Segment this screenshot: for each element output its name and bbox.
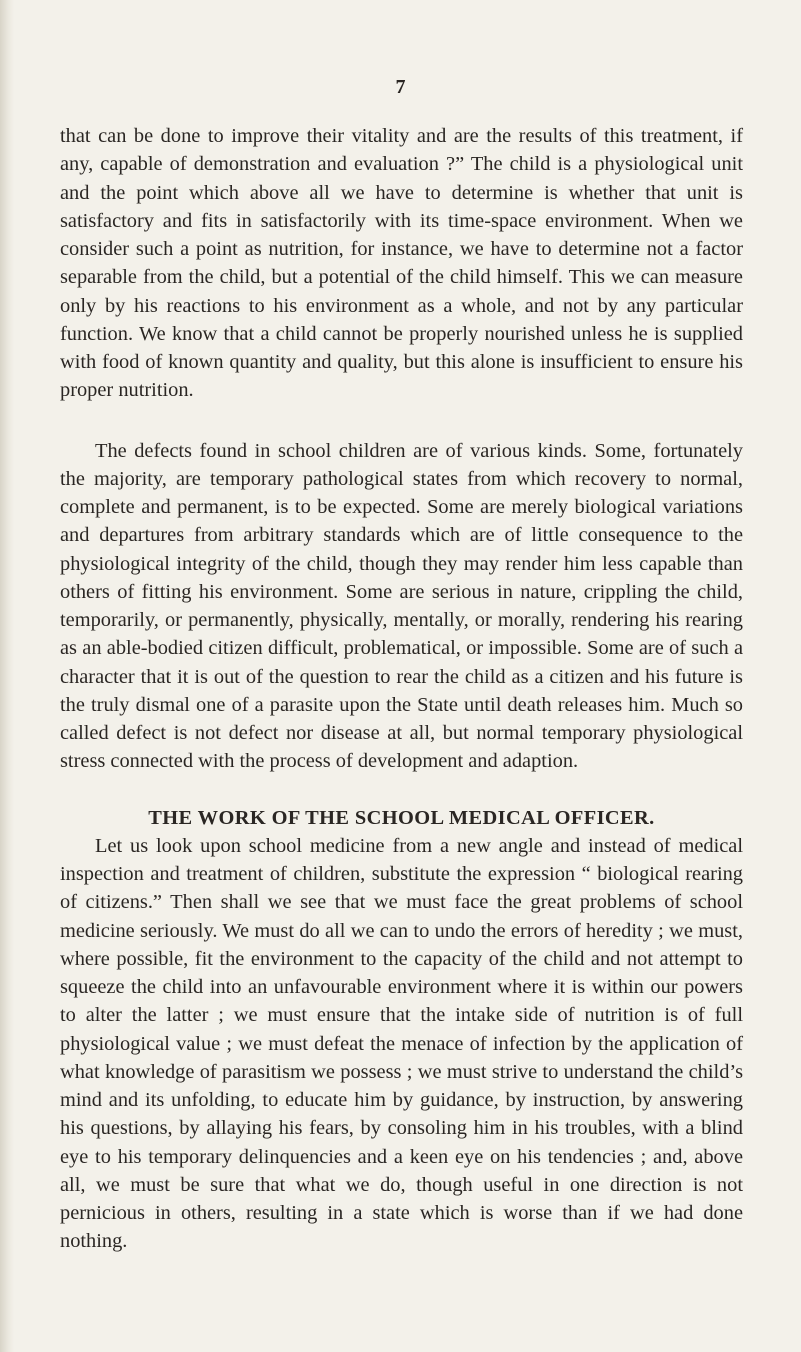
paragraph-gap bbox=[60, 405, 743, 437]
paragraph-defects: The defects found in school children are of various kinds. Some, fortunately the majority, are temporary pathological states from which recovery to normal, complete and permanent, is to be expected. Some are merely biological variations and departures from arbitrary standards which are of little consequence to the physiological integrity of the child, though they may render him less capable than others of fitting his environment. Some are serious in nature, crippling the child, temporarily, or permanently, physically, mentally, or morally, rendering his rearing as an able-bodied citizen difficult, problematical, or impossible. Some are of such a character that it is out of the question to rear the child as a citizen and his future is the truly dismal one of a parasite upon the State until death releases him. Much so called defect is not defect nor disease at all, but normal temporary physiological stress connected with the process of development and adaption. bbox=[60, 439, 743, 773]
section-gap bbox=[60, 776, 743, 804]
section-heading: THE WORK OF THE SCHOOL MEDICAL OFFICER. bbox=[148, 806, 655, 829]
paragraph-continuation: that can be done to improve their vitality and are the results of this treatment, if any, capable of demonstration and evaluation ?” The child is a physiological unit and the point which above all we have to determine is whether that unit is satisfactory and fits in satisfactorily with its time-space environment. When we consider such a point as nutrition, for instance, we have to determine not a factor separable from the child, but a potential of the child himself. This we can measure only by his reactions to his environment as a whole, and not by any particular function. We know that a child cannot be properly nourished unless he is supplied with food of known quantity and quality, but this alone is insufficient to ensure his proper nutrition. bbox=[60, 125, 743, 402]
paragraph-school-medicine: Let us look upon school medicine from a new angle and instead of medical inspection and treatment of children, substitute the expression “ biological rearing of citizens.” Then shall we see that we must face the great problems of school medicine seriously. We must do all we can to undo the errors of heredity ; we must, where possible, fit the environment to the capacity of the child and not attempt to squeeze the child into an unfavourable environment where it is within our powers to alter the latter ; we must ensure that the intake side of nutrition is of full physiological value ; we must defeat the menace of infection by the application of what knowledge of parasitism we possess ; we must strive to understand the child’s mind and its unfolding, to educate him by guidance, by instruction, by answering his questions, by allaying his fears, by consoling him in his troubles, with a blind eye to his temporary delinquencies and a keen eye on his tendencies ; and, above all, we must be sure that what we do, though useful in one direction is not pernicious in others, resulting in a state which is worse than if we had done nothing. bbox=[60, 834, 743, 1253]
body-text bbox=[60, 122, 743, 1256]
page-binding-edge bbox=[0, 0, 14, 1352]
page-number: 7 bbox=[395, 76, 406, 98]
